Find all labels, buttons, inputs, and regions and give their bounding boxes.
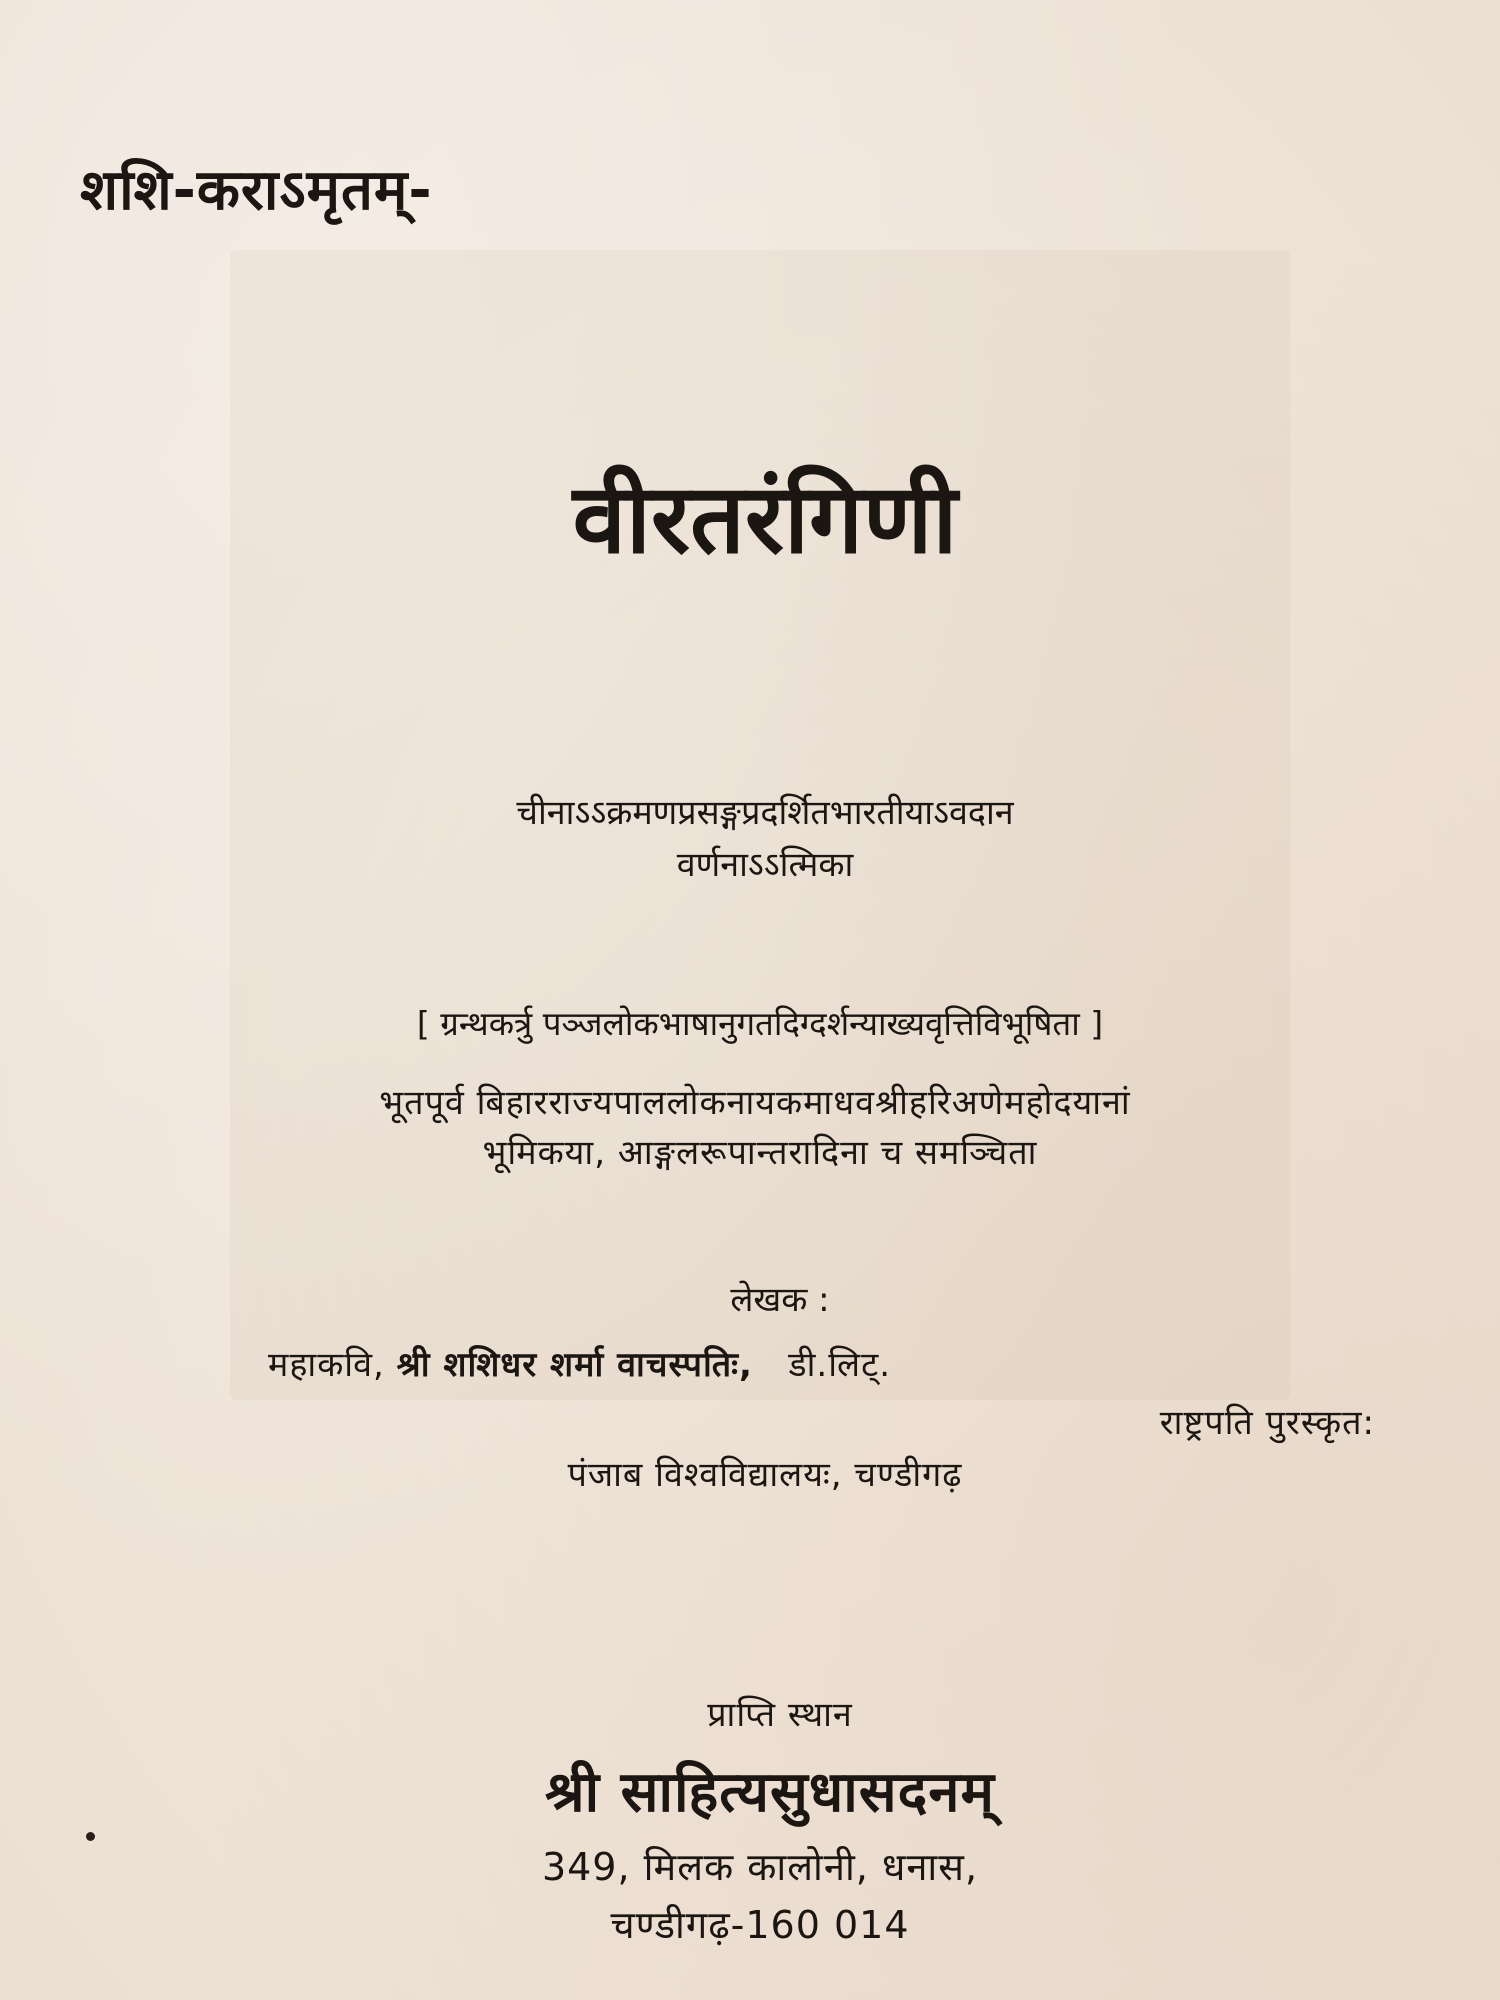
author-affiliation: पंजाब विश्वविद्यालयः, चण्डीगढ़ xyxy=(567,1455,963,1495)
author-name: श्री शशिधर शर्मा वाचस्पतिः, xyxy=(396,1345,753,1385)
availability-label: प्राप्ति स्थान xyxy=(707,1695,853,1735)
publisher-name: श्री साहित्यसुधासदनम् xyxy=(545,1760,995,1825)
commentary-note: [ ग्रन्थकर्त्रु पञ्जलोकभाषानुगतदिग्दर्शन्याख्यवृत्तिविभूषिता ] xyxy=(416,1004,1104,1043)
author-degree: डी.लिट्. xyxy=(788,1345,892,1385)
author-line xyxy=(268,1340,891,1386)
ink-speck xyxy=(86,1832,95,1841)
foreword-line-2: भूमिकया, आङ्गलरूपान्तरादिना च समञ्चिता xyxy=(482,1133,1038,1173)
subtitle-line-2: वर्णनाऽऽत्मिका xyxy=(676,845,854,885)
author-prefix: महाकवि, xyxy=(268,1345,385,1385)
address-line-1: 349, मिलक कालोनी, धनास, xyxy=(541,1845,979,1889)
series-title: शशि-कराऽमृतम्- xyxy=(80,158,433,223)
subtitle-line-1: चीनाऽऽक्रमणप्रसङ्गप्रदर्शितभारतीयाऽवदान xyxy=(516,793,1014,833)
book-title: वीरतरंगिणी xyxy=(572,463,958,575)
foreword-line-1: भूतपूर्व बिहारराज्यपाललोकनायकमाधवश्रीहरिअणेमहोदयानां xyxy=(379,1083,1131,1123)
author-label: लेखक : xyxy=(730,1280,830,1320)
address-line-2: चण्डीगढ़-160 014 xyxy=(610,1903,910,1947)
author-award: राष्ट्रपति पुरस्कृत: xyxy=(1159,1403,1375,1443)
